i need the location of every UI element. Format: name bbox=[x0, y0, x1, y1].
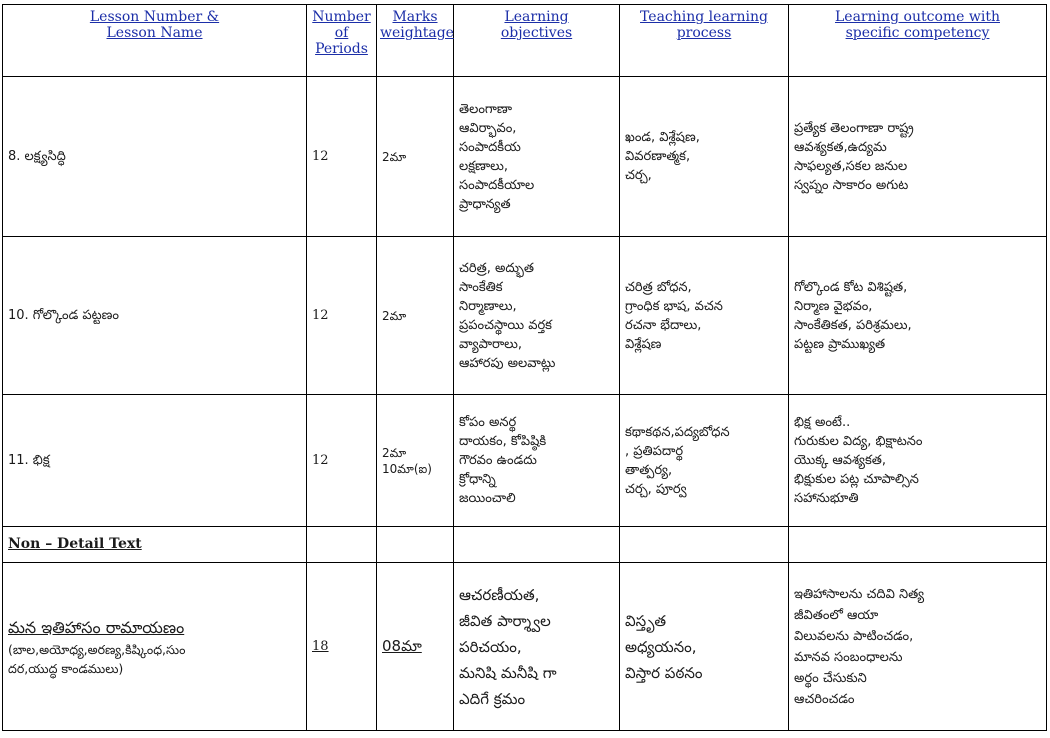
objectives-cell: తెలంగాణా ఆవిర్భావం, సంపాదకీయ లక్షణాలు, సంపాదకీయాల ప్రాధాన్యత bbox=[454, 77, 620, 237]
empty-cell bbox=[454, 527, 620, 563]
periods-cell: 18 bbox=[307, 563, 377, 731]
lesson-title: మన ఇతిహాసం రామాయణం bbox=[8, 617, 185, 637]
header-outcome: Learning outcome with specific competency bbox=[789, 5, 1047, 77]
marks-cell: 08మా bbox=[377, 563, 454, 731]
table-row bbox=[3, 395, 1047, 527]
objectives-cell: చరిత్ర, అద్భుత సాంకేతిక నిర్మాణాలు, ప్రపంచస్థాయి వర్తక వ్యాపారాలు, ఆహారపు అలవాట్లు bbox=[454, 237, 620, 395]
objectives-cell: ఆచరణీయత, జీవిత పార్శ్వాల పరిచయం, మనిషి మనీషి గా ఎదిగే క్రమం bbox=[454, 563, 620, 731]
periods-cell: 12 bbox=[307, 395, 377, 527]
empty-cell bbox=[377, 527, 454, 563]
outcome-cell: భిక్ష అంటే.. గురుకుల విద్య, భిక్షాటనం యొక్క ఆవశ్యకత, భిక్షుకుల పట్ల చూపాల్సిన సహానుభూతి bbox=[789, 395, 1047, 527]
process-cell: చరిత్ర బోధన, గ్రాంధిక భాష, వచన రచనా భేదాలు, విశ్లేషణ bbox=[620, 237, 789, 395]
outcome-cell: గోల్కొండ కోట విశిష్టత, నిర్మాణ వైభవం, సాంకేతికత, పరిశ్రమలు, పట్టణ ప్రాముఖ్యత bbox=[789, 237, 1047, 395]
header-row bbox=[3, 5, 1047, 77]
header-lesson: Lesson Number & Lesson Name bbox=[3, 5, 307, 77]
empty-cell bbox=[789, 527, 1047, 563]
outcome-cell: ప్రత్యేక తెలంగాణా రాష్ట్ర ఆవశ్యకత,ఉద్యమ సాఫల్యత,సకల జనుల స్వప్నం సాకారం అగుట bbox=[789, 77, 1047, 237]
table-row bbox=[3, 237, 1047, 395]
lessons-table bbox=[2, 4, 1047, 731]
lesson-cell: 11. భిక్ష bbox=[3, 395, 307, 527]
table-row bbox=[3, 77, 1047, 237]
outcome-cell: ఇతిహాసాలను చదివి నిత్య జీవితంలో ఆయా విలువలను పాటించడం, మానవ సంబంధాలను అర్థం చేసుకుని ఆచరించడం bbox=[789, 563, 1047, 731]
marks-cell: 2మా bbox=[377, 237, 454, 395]
lesson-cell: 8. లక్ష్యసిద్ధి bbox=[3, 77, 307, 237]
process-cell: ఖండ, విశ్లేషణ, వివరణాత్మక, చర్చ, bbox=[620, 77, 789, 237]
process-cell: విస్తృత అధ్యయనం, విస్తార పఠనం bbox=[620, 563, 789, 731]
empty-cell bbox=[620, 527, 789, 563]
section-row bbox=[3, 527, 1047, 563]
header-periods: Number of Periods bbox=[307, 5, 377, 77]
lesson-subtitle: (బాల,అయోధ్య,అరణ్య,కిష్కింధ,సుం దర,యుద్ధ కాండములు) bbox=[8, 641, 186, 676]
header-process: Teaching learning process bbox=[620, 5, 789, 77]
marks-cell: 2మా 10మా(ఐ) bbox=[377, 395, 454, 527]
header-marks: Marks weightage bbox=[377, 5, 454, 77]
objectives-cell: కోపం అనర్థ దాయకం, కోపిష్ఠికి గౌరవం ఉండదు క్రోధాన్ని జయించాలి bbox=[454, 395, 620, 527]
periods-cell: 12 bbox=[307, 237, 377, 395]
lesson-cell bbox=[3, 563, 307, 731]
periods-cell: 12 bbox=[307, 77, 377, 237]
marks-cell: 2మా bbox=[377, 77, 454, 237]
empty-cell bbox=[307, 527, 377, 563]
section-label: Non – Detail Text bbox=[3, 527, 307, 563]
process-cell: కథాకథన,పద్యబోధన , ప్రతిపదార్థ తాత్పర్య, చర్చ, పూర్వ bbox=[620, 395, 789, 527]
header-objectives: Learning objectives bbox=[454, 5, 620, 77]
lesson-cell: 10. గోల్కొండ పట్టణం bbox=[3, 237, 307, 395]
table-row bbox=[3, 563, 1047, 731]
